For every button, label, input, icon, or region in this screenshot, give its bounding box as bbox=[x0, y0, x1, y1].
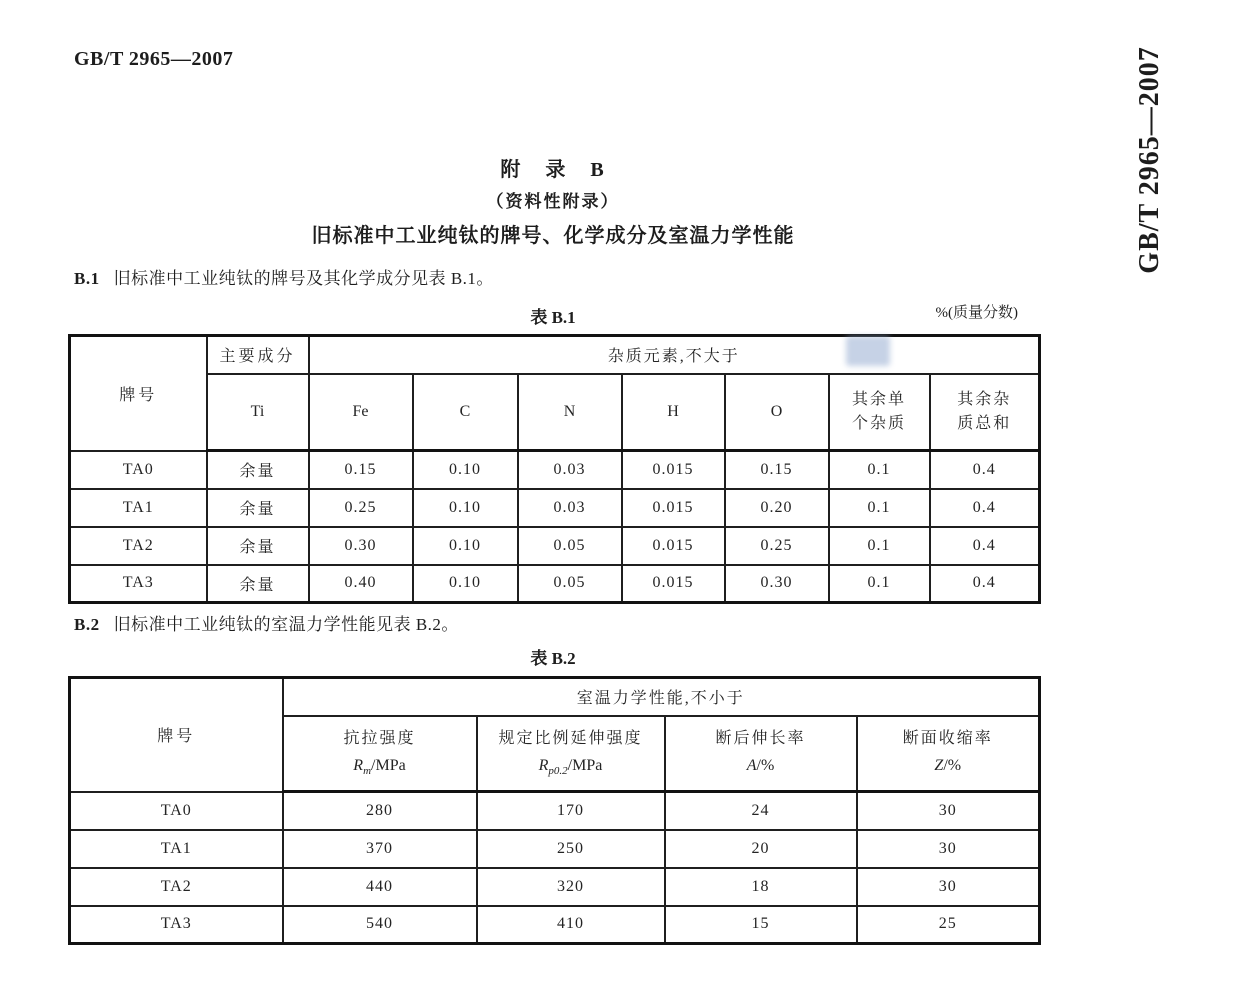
b1-r1-ti: 余量 bbox=[207, 489, 309, 527]
b1-r2-h: 0.015 bbox=[622, 527, 725, 565]
b2-r3-a: 15 bbox=[665, 906, 857, 944]
table-row bbox=[70, 830, 1040, 868]
b2-elongation-symbol: A/% bbox=[746, 757, 775, 775]
b1-header-h: H bbox=[622, 374, 725, 451]
b2-r1-rm: 370 bbox=[283, 830, 477, 868]
b2-elongation-name: 断后伸长率 bbox=[715, 730, 806, 748]
b2-tensile-name: 抗拉强度 bbox=[343, 730, 416, 748]
b1-other-single-line2: 个杂质 bbox=[851, 414, 906, 432]
b1-header-impurities: 杂质元素,不大于 bbox=[309, 336, 1040, 374]
section-label-b2: B.2 bbox=[74, 615, 100, 634]
b1-header-row-2 bbox=[70, 374, 1040, 451]
b1-r2-fe: 0.30 bbox=[309, 527, 413, 565]
section-label-b1: B.1 bbox=[74, 269, 100, 288]
table-b1 bbox=[68, 334, 1041, 604]
b1-r0-total: 0.4 bbox=[930, 451, 1040, 489]
table-row bbox=[70, 792, 1040, 830]
table-row bbox=[70, 868, 1040, 906]
b1-r2-grade: TA2 bbox=[70, 527, 207, 565]
appendix-subtitle: （资料性附录） bbox=[486, 192, 620, 211]
b2-header-props: 室温力学性能,不小于 bbox=[283, 678, 1040, 716]
b1-r0-grade: TA0 bbox=[70, 451, 207, 489]
appendix-title: 附 录 B bbox=[500, 159, 606, 181]
b1-r0-single: 0.1 bbox=[829, 451, 930, 489]
table-b1-caption: 表 B.1 bbox=[530, 308, 576, 327]
b1-r3-single: 0.1 bbox=[829, 565, 930, 603]
b2-proof-name: 规定比例延伸强度 bbox=[498, 730, 643, 748]
b2-r1-a: 20 bbox=[665, 830, 857, 868]
b1-r3-grade: TA3 bbox=[70, 565, 207, 603]
b1-header-n: N bbox=[518, 374, 622, 451]
b2-r3-rp: 410 bbox=[477, 906, 665, 944]
b1-r3-fe: 0.40 bbox=[309, 565, 413, 603]
b1-other-total-line2: 质总和 bbox=[957, 414, 1012, 432]
b1-header-c: C bbox=[413, 374, 518, 451]
b2-r0-rp: 170 bbox=[477, 792, 665, 830]
table-row bbox=[70, 527, 1040, 565]
b1-r3-ti: 余量 bbox=[207, 565, 309, 603]
b2-r0-a: 24 bbox=[665, 792, 857, 830]
b2-header-proof bbox=[477, 716, 665, 792]
table-row bbox=[70, 906, 1040, 944]
b1-r2-single: 0.1 bbox=[829, 527, 930, 565]
b2-r0-grade: TA0 bbox=[70, 792, 283, 830]
table-row bbox=[70, 451, 1040, 489]
b1-other-single-line1: 其余单 bbox=[851, 390, 906, 408]
b2-r3-rm: 540 bbox=[283, 906, 477, 944]
b2-r0-rm: 280 bbox=[283, 792, 477, 830]
b1-r0-fe: 0.15 bbox=[309, 451, 413, 489]
b1-r1-h: 0.015 bbox=[622, 489, 725, 527]
b1-r3-n: 0.05 bbox=[518, 565, 622, 603]
b1-r1-c: 0.10 bbox=[413, 489, 518, 527]
b2-r2-rm: 440 bbox=[283, 868, 477, 906]
b1-r1-fe: 0.25 bbox=[309, 489, 413, 527]
b2-r2-a: 18 bbox=[665, 868, 857, 906]
b1-r0-ti: 余量 bbox=[207, 451, 309, 489]
b2-header-row-1 bbox=[70, 678, 1040, 716]
table-b2-caption: 表 B.2 bbox=[530, 649, 576, 668]
b1-r1-total: 0.4 bbox=[930, 489, 1040, 527]
b1-r2-ti: 余量 bbox=[207, 527, 309, 565]
b1-header-ti: Ti bbox=[207, 374, 309, 451]
appendix-heading: 旧标准中工业纯钛的牌号、化学成分及室温力学性能 bbox=[311, 225, 795, 247]
b2-r2-rp: 320 bbox=[477, 868, 665, 906]
b2-r3-grade: TA3 bbox=[70, 906, 283, 944]
b2-proof-symbol: $R_{p0.2}$/MPa bbox=[538, 757, 603, 778]
paragraph-b2 bbox=[74, 610, 459, 635]
b2-header-reduction bbox=[857, 716, 1040, 792]
b2-header-tensile bbox=[283, 716, 477, 792]
table-row bbox=[70, 565, 1040, 603]
b1-r2-o: 0.25 bbox=[725, 527, 829, 565]
b1-r0-c: 0.10 bbox=[413, 451, 518, 489]
b2-header-grade: 牌号 bbox=[70, 678, 283, 792]
b1-r3-o: 0.30 bbox=[725, 565, 829, 603]
table-b1-unit-note: %(质量分数) bbox=[935, 305, 1018, 321]
b1-header-o: O bbox=[725, 374, 829, 451]
b2-r1-rp: 250 bbox=[477, 830, 665, 868]
b2-reduction-name: 断面收缩率 bbox=[902, 730, 993, 748]
b1-r2-c: 0.10 bbox=[413, 527, 518, 565]
b1-header-other-single bbox=[829, 374, 930, 451]
standard-code-header: GB/T 2965—2007 bbox=[74, 48, 234, 70]
b1-r3-h: 0.015 bbox=[622, 565, 725, 603]
b1-header-other-total bbox=[930, 374, 1040, 451]
b1-header-main-component: 主要成分 bbox=[207, 336, 309, 374]
table-b2 bbox=[68, 676, 1041, 945]
b1-other-total-line1: 其余杂 bbox=[957, 390, 1012, 408]
b1-r1-single: 0.1 bbox=[829, 489, 930, 527]
b2-header-elongation bbox=[665, 716, 857, 792]
b2-tensile-symbol: $R_m$/MPa bbox=[353, 757, 406, 778]
b2-reduction-symbol: Z/% bbox=[934, 757, 962, 775]
b2-r1-z: 30 bbox=[857, 830, 1040, 868]
b2-r0-z: 30 bbox=[857, 792, 1040, 830]
b1-r3-total: 0.4 bbox=[930, 565, 1040, 603]
b1-r1-n: 0.03 bbox=[518, 489, 622, 527]
b1-r0-o: 0.15 bbox=[725, 451, 829, 489]
section-text-b1: 旧标准中工业纯钛的牌号及其化学成分见表 B.1。 bbox=[113, 269, 494, 288]
b1-header-grade: 牌号 bbox=[70, 336, 207, 451]
b2-r3-z: 25 bbox=[857, 906, 1040, 944]
b1-r1-grade: TA1 bbox=[70, 489, 207, 527]
b2-r2-grade: TA2 bbox=[70, 868, 283, 906]
b1-r2-total: 0.4 bbox=[930, 527, 1040, 565]
b2-r2-z: 30 bbox=[857, 868, 1040, 906]
scan-artifact bbox=[846, 336, 890, 366]
b1-r1-o: 0.20 bbox=[725, 489, 829, 527]
b2-r1-grade: TA1 bbox=[70, 830, 283, 868]
table-row bbox=[70, 489, 1040, 527]
b1-r2-n: 0.05 bbox=[518, 527, 622, 565]
b1-header-fe: Fe bbox=[309, 374, 413, 451]
b1-r0-h: 0.015 bbox=[622, 451, 725, 489]
b1-header-row-1 bbox=[70, 336, 1040, 374]
paragraph-b1 bbox=[74, 264, 494, 289]
standard-code-sidebar: GB/T 2965—2007 bbox=[1134, 46, 1165, 274]
section-text-b2: 旧标准中工业纯钛的室温力学性能见表 B.2。 bbox=[113, 615, 459, 634]
b1-r0-n: 0.03 bbox=[518, 451, 622, 489]
b1-r3-c: 0.10 bbox=[413, 565, 518, 603]
